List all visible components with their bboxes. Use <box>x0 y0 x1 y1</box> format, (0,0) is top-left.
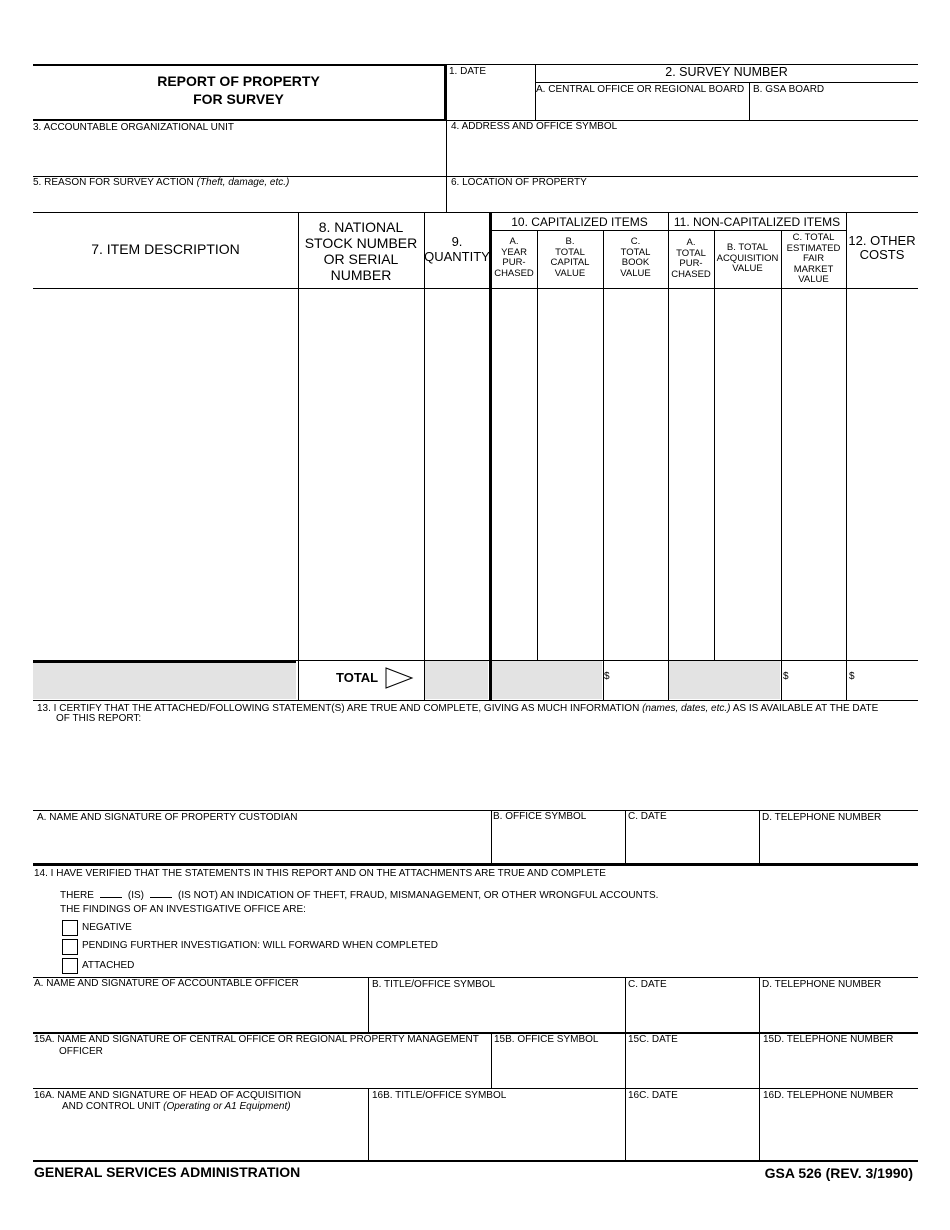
total-shaded-acquisition <box>669 661 780 699</box>
section16-title-label: 16B. TITLE/OFFICE SYMBOL <box>372 1090 507 1101</box>
other-costs-line2: COSTS <box>859 247 905 262</box>
survey-number-label: 2. SURVEY NUMBER <box>665 65 788 79</box>
total-other-dollar: $ <box>849 671 855 682</box>
pending-checkbox[interactable] <box>62 939 78 955</box>
attached-checkbox[interactable] <box>62 958 78 974</box>
non-a-line4: CHASED <box>671 268 711 280</box>
non-a-line3: PUR- <box>679 258 703 269</box>
non-c-line1: C. TOTAL <box>792 232 835 243</box>
accountable-unit-field[interactable] <box>33 134 445 174</box>
custodian-office-label: B. OFFICE SYMBOL <box>493 811 587 822</box>
non-c-line5: VALUE <box>798 274 829 285</box>
verify-there-line <box>60 888 658 901</box>
officer-telephone-label: D. TELEPHONE NUMBER <box>762 979 882 990</box>
date-label: 1. DATE <box>449 66 487 77</box>
verify-findings: THE FINDINGS OF AN INVESTIGATIVE OFFICE ARE: <box>60 904 306 915</box>
section15-name-field[interactable] <box>34 1058 489 1086</box>
total-fmv-value[interactable] <box>792 664 844 698</box>
section16-name-label-line2-text: AND CONTROL UNIT <box>62 1101 161 1112</box>
custodian-office-field[interactable] <box>493 824 623 862</box>
location-field[interactable] <box>448 190 916 210</box>
total-book-dollar: $ <box>604 671 610 682</box>
nsn-header-line2: STOCK NUMBER <box>304 235 418 251</box>
gsa-board-field[interactable] <box>751 96 917 118</box>
item-description-header: 7. ITEM DESCRIPTION <box>91 241 240 257</box>
section15-name-label: 15A. NAME AND SIGNATURE OF CENTRAL OFFICE OR REGIONAL PROPERTY MANAGEMENT <box>34 1034 479 1045</box>
total-arrow-icon <box>385 667 415 689</box>
reason-field[interactable] <box>33 190 445 210</box>
officer-date-field[interactable] <box>627 991 757 1030</box>
footer-agency: GENERAL SERVICES ADMINISTRATION <box>34 1164 301 1180</box>
certify-statement-suffix: AS IS AVAILABLE AT THE DATE <box>732 703 879 714</box>
capitalized-header: 10. CAPITALIZED ITEMS <box>511 215 648 229</box>
total-shaded-quantity <box>425 661 488 699</box>
cap-b-header <box>537 237 603 279</box>
officer-title-field[interactable] <box>370 991 623 1030</box>
verify-is-not: (IS NOT) AN INDICATION OF THEFT, FRAUD, MISMANAGEMENT, OR OTHER WRONGFUL ACCOUNTS. <box>178 890 659 901</box>
section16-name-label: 16A. NAME AND SIGNATURE OF HEAD OF ACQUISITION <box>34 1090 302 1101</box>
custodian-label: A. NAME AND SIGNATURE OF PROPERTY CUSTODIAN <box>37 812 298 823</box>
section16-name-field[interactable] <box>34 1114 366 1159</box>
total-label: TOTAL <box>336 670 379 685</box>
cap-a-line2: YEAR <box>501 246 527 258</box>
cap-total-cell[interactable] <box>539 290 602 658</box>
footer-form-number: GSA 526 (REV. 3/1990) <box>764 1165 913 1181</box>
total-fmv-dollar: $ <box>783 671 789 682</box>
certify-statement-field[interactable] <box>34 726 916 808</box>
reason-label <box>33 177 289 188</box>
cap-c-line2: TOTAL <box>620 246 651 258</box>
noncapitalized-header: 11. NON-CAPITALIZED ITEMS <box>673 215 841 229</box>
address-field[interactable] <box>448 134 916 174</box>
section15-telephone-label: 15D. TELEPHONE NUMBER <box>763 1034 894 1045</box>
cap-a-header <box>491 237 537 279</box>
section15-office-field[interactable] <box>493 1047 623 1086</box>
cap-c-line4: VALUE <box>620 267 651 279</box>
non-c-header <box>781 233 846 286</box>
total-shaded-description <box>33 661 296 699</box>
section16-telephone-field[interactable] <box>761 1103 916 1159</box>
officer-title-label: B. TITLE/OFFICE SYMBOL <box>372 979 496 990</box>
cap-a-line1: A. <box>509 236 519 247</box>
cap-a-line4: CHASED <box>494 267 534 279</box>
section15-name-label-line2: OFFICER <box>59 1046 103 1057</box>
non-fmv-cell[interactable] <box>783 290 845 658</box>
total-book-value[interactable] <box>613 664 667 698</box>
verify-is: (IS) <box>127 890 145 901</box>
central-office-field[interactable] <box>537 96 747 118</box>
cap-book-cell[interactable] <box>605 290 667 658</box>
cap-b-line3: CAPITAL <box>550 257 590 268</box>
cap-c-header <box>603 237 668 279</box>
nsn-cell[interactable] <box>300 290 422 658</box>
non-c-line2: ESTIMATED <box>786 242 841 254</box>
other-costs-header <box>846 234 918 262</box>
nsn-header <box>298 219 424 283</box>
cap-year-cell[interactable] <box>493 290 536 658</box>
custodian-telephone-field[interactable] <box>761 824 916 862</box>
custodian-telephone-label: D. TELEPHONE NUMBER <box>762 812 882 823</box>
nsn-header-line1: 8. NATIONAL <box>318 219 404 235</box>
section16-telephone-label: 16D. TELEPHONE NUMBER <box>763 1090 894 1101</box>
attached-label: ATTACHED <box>82 960 135 971</box>
is-not-blank[interactable] <box>150 888 172 898</box>
non-a-line2: TOTAL <box>676 247 706 259</box>
cap-b-line4: VALUE <box>554 267 586 279</box>
other-costs-line1: 12. OTHER <box>848 233 916 248</box>
date-field[interactable] <box>447 78 533 118</box>
accountable-unit-label: 3. ACCOUNTABLE ORGANIZATIONAL UNIT <box>33 122 234 133</box>
non-c-line3: FAIR <box>802 253 825 264</box>
item-description-cell[interactable] <box>34 290 296 658</box>
quantity-cell[interactable] <box>426 290 487 658</box>
verify-there: THERE <box>60 890 94 901</box>
nsn-header-line4: NUMBER <box>330 267 392 283</box>
cap-c-line1: C. <box>630 236 641 247</box>
non-a-header <box>668 238 714 280</box>
non-c-line4: MARKET <box>793 263 834 275</box>
negative-label: NEGATIVE <box>82 922 132 933</box>
certify-statement-line2: OF THIS REPORT: <box>56 713 142 724</box>
section16-name-label-hint: (Operating or A1 Equipment) <box>163 1101 291 1112</box>
custodian-date-label: C. DATE <box>628 811 667 822</box>
form-title <box>33 72 444 108</box>
certify-statement-italic: (names, dates, etc.) <box>642 703 731 714</box>
section16-date-field[interactable] <box>627 1103 757 1159</box>
non-total-cell[interactable] <box>670 290 713 658</box>
address-label: 4. ADDRESS AND OFFICE SYMBOL <box>451 121 618 132</box>
nsn-header-line3: OR SERIAL <box>323 251 399 267</box>
location-label: 6. LOCATION OF PROPERTY <box>451 177 587 188</box>
custodian-date-field[interactable] <box>627 824 757 862</box>
verify-statement: 14. I HAVE VERIFIED THAT THE STATEMENTS IN THIS REPORT AND ON THE ATTACHMENTS ARE TRUE AND COMPLETE <box>34 868 606 879</box>
form-title-line1: REPORT OF PROPERTY <box>157 73 320 89</box>
total-other-value[interactable] <box>858 664 916 698</box>
cap-b-line1: B. <box>565 236 575 247</box>
officer-field[interactable] <box>34 991 366 1030</box>
central-office-label: A. CENTRAL OFFICE OR REGIONAL BOARD <box>536 84 745 95</box>
section16-name-label-line2 <box>62 1101 291 1112</box>
section15-date-field[interactable] <box>627 1047 757 1086</box>
quantity-header <box>424 234 490 264</box>
section15-office-label: 15B. OFFICE SYMBOL <box>494 1034 599 1045</box>
form-title-line2: FOR SURVEY <box>193 91 284 107</box>
is-blank[interactable] <box>100 888 122 898</box>
reason-label-hint: (Theft, damage, etc.) <box>196 177 290 188</box>
section16-title-field[interactable] <box>370 1103 623 1159</box>
cap-b-line2: TOTAL <box>555 246 585 258</box>
section15-telephone-field[interactable] <box>761 1047 916 1086</box>
officer-telephone-field[interactable] <box>761 991 916 1030</box>
cap-c-line3: BOOK <box>621 257 650 268</box>
pending-label: PENDING FURTHER INVESTIGATION: WILL FORWARD WHEN COMPLETED <box>82 940 438 951</box>
quantity-header-line2: QUANTITY <box>424 249 490 264</box>
non-a-line1: A. <box>686 237 696 248</box>
gsa-board-label: B. GSA BOARD <box>753 84 825 95</box>
officer-label: A. NAME AND SIGNATURE OF ACCOUNTABLE OFFICER <box>34 978 299 989</box>
officer-date-label: C. DATE <box>628 979 667 990</box>
non-b-line1: B. TOTAL <box>726 242 769 253</box>
other-costs-cell[interactable] <box>848 290 917 658</box>
non-b-line3: VALUE <box>732 263 763 274</box>
non-b-header <box>714 243 781 275</box>
non-b-line2: ACQUISITION <box>716 252 779 264</box>
negative-checkbox[interactable] <box>62 920 78 936</box>
reason-label-text: 5. REASON FOR SURVEY ACTION <box>33 177 194 188</box>
section15-date-label: 15C. DATE <box>628 1034 678 1045</box>
custodian-field[interactable] <box>34 824 489 862</box>
section16-date-label: 16C. DATE <box>628 1090 678 1101</box>
quantity-header-line1: 9. <box>451 234 463 249</box>
certify-statement <box>37 703 878 714</box>
cap-a-line3: PUR- <box>502 257 526 268</box>
certify-statement-prefix: 13. I CERTIFY THAT THE ATTACHED/FOLLOWING STATEMENT(S) ARE TRUE AND COMPLETE, GIVING AS MUCH INFORMATION <box>37 703 640 714</box>
total-shaded-capital <box>492 661 602 699</box>
non-acq-cell[interactable] <box>716 290 780 658</box>
